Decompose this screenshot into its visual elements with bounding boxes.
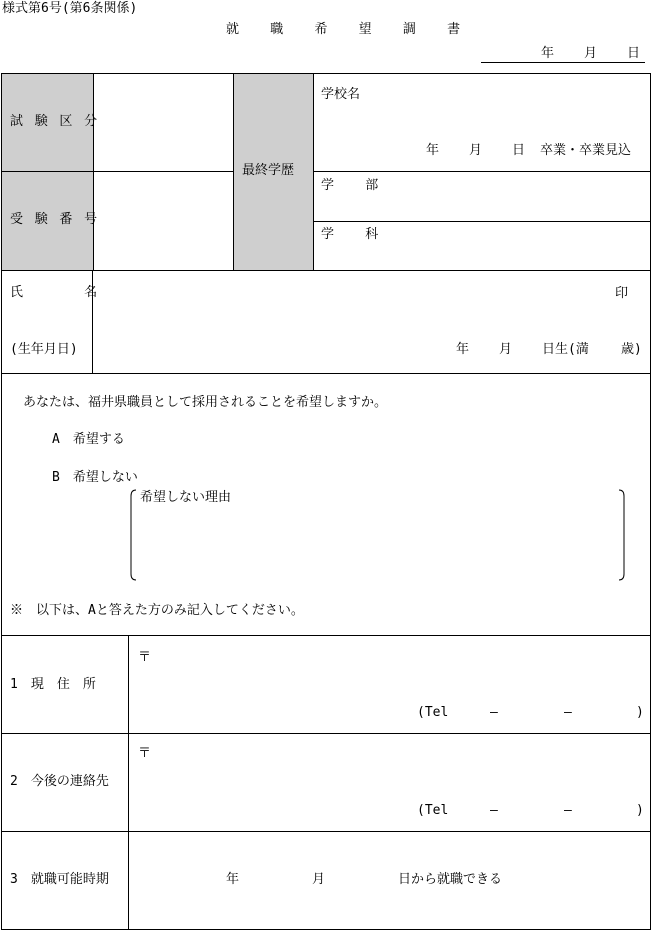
tel-dash: — [564, 803, 572, 818]
start-month: 月 [312, 872, 326, 887]
header-date-day: 日 [627, 46, 641, 61]
birth-age-close: 歳) [621, 342, 642, 357]
birth-month: 月 [499, 342, 513, 357]
form-number: 様式第6号(第6条関係) [2, 1, 138, 16]
department-label: 学 科 [321, 227, 390, 242]
contact-label: 2 今後の連絡先 [10, 774, 109, 789]
start-date-label: 3 就職可能時期 [10, 872, 109, 887]
school-name-label: 学校名 [321, 87, 361, 102]
instruction-note: ※ 以下は、Aと答えた方のみ記入してください。 [10, 603, 304, 618]
grad-month: 月 [469, 143, 483, 158]
start-year: 年 [226, 872, 240, 887]
exam-number-label: 受験番号 [10, 212, 109, 227]
address-label: 1 現 住 所 [10, 677, 96, 692]
seal-mark: 印 [615, 286, 629, 301]
grad-day: 日 [512, 143, 526, 158]
tel-dash: — [564, 705, 572, 720]
reason-field[interactable] [138, 508, 618, 576]
header-date-year: 年 [541, 46, 555, 61]
tel-close: ) [636, 705, 644, 720]
document-title: 就 職 希 望 調 書 [226, 22, 472, 37]
postal-mark: 〒 [138, 746, 152, 761]
address-field[interactable] [129, 637, 649, 732]
tel-close: ) [636, 803, 644, 818]
reason-label: 希望しない理由 [140, 490, 232, 505]
start-suffix: 日から就職できる [398, 872, 503, 887]
question-text: あなたは、福井県職員として採用されることを希望しますか。 [23, 395, 388, 410]
start-date-field[interactable] [129, 833, 649, 928]
birth-day-age: 日生(満 [542, 342, 589, 357]
contact-field[interactable] [129, 735, 649, 830]
faculty-label: 学 部 [321, 178, 390, 193]
tel-label: (Tel [417, 803, 449, 818]
birth-year: 年 [456, 342, 470, 357]
exam-category-label: 試験区分 [10, 114, 109, 129]
education-label: 最終学歴 [242, 163, 295, 178]
tel-label: (Tel [417, 705, 449, 720]
name-label: 氏 名 [10, 285, 109, 300]
header-date-month: 月 [584, 46, 598, 61]
option-b[interactable]: B 希望しない [52, 470, 138, 485]
birth-label: (生年月日) [10, 342, 78, 357]
postal-mark: 〒 [138, 650, 152, 665]
tel-dash: — [490, 803, 498, 818]
grad-status: 卒業・卒業見込 [540, 143, 632, 158]
tel-dash: — [490, 705, 498, 720]
option-a[interactable]: A 希望する [52, 432, 125, 447]
grad-year: 年 [426, 143, 440, 158]
